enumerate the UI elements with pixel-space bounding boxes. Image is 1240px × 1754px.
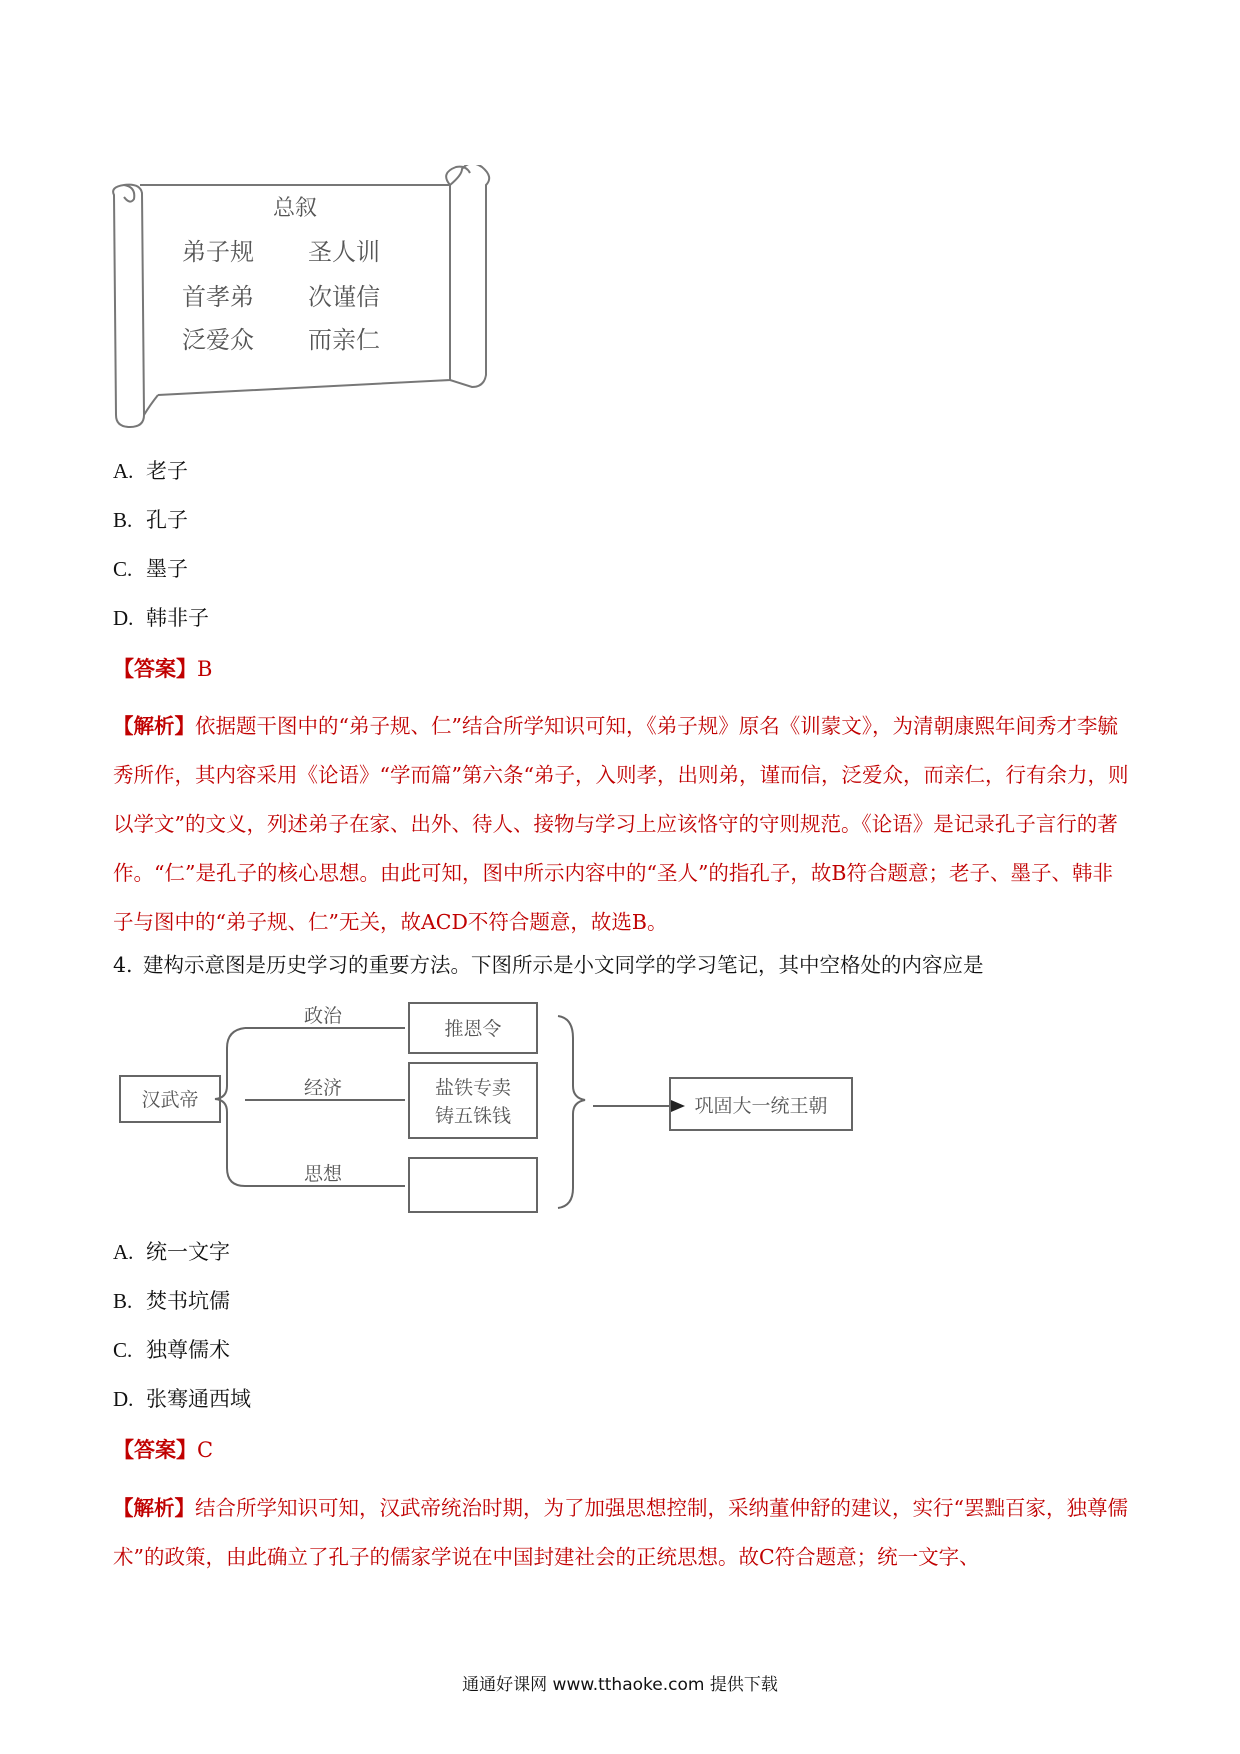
scroll-line-1-right: 圣人训 <box>308 238 380 266</box>
q4-option-c: C. 独尊儒术 <box>113 1338 230 1362</box>
q3-option-a: A. 老子 <box>113 459 188 483</box>
scroll-figure <box>110 165 495 435</box>
q3-option-c: C. 墨子 <box>113 557 188 581</box>
branch-label-economy: 经济 <box>303 1077 343 1099</box>
scroll-line-2-left: 首孝弟 <box>182 283 254 311</box>
scroll-line-3-left: 泛爱众 <box>182 326 254 354</box>
scroll-line-1-left: 弟子规 <box>182 238 254 266</box>
branch-label-thought: 思想 <box>303 1163 343 1185</box>
box-economy-text-2: 铸五铢钱 <box>434 1105 512 1127</box>
q4-stem: 4. 建构示意图是历史学习的重要方法。下图所示是小文同学的学习笔记，其中空格处的内容应是 <box>113 953 984 977</box>
q4-analysis: 【解析】结合所学知识可知，汉武帝统治时期，为了加强思想控制，采纳董仲舒的建议，实行“罢黜百家，独尊儒术”的政策，由此确立了孔子的儒家学说在中国封建社会的正统思想。故C符合题意；统一文字、 <box>113 1496 1128 1569</box>
diagram-left-label: 汉武帝 <box>141 1089 199 1111</box>
q4-option-b: B. 焚书坑儒 <box>113 1289 230 1313</box>
q3-answer: 【答案】B <box>113 656 213 681</box>
q4-option-a: A. 统一文字 <box>113 1240 230 1264</box>
page-footer: 通通好课网 www.tthaoke.com 提供下载 <box>462 1675 778 1695</box>
q3-analysis: 【解析】依据题干图中的“弟子规、仁”结合所学知识可知，《弟子规》原名《训蒙文》，为清朝康熙年间秀才李毓秀所作，其内容采用《论语》“学而篇”第六条“弟子，入则孝，出则弟，谨而信，泛爱众，而亲仁，行有余力，则以学文”的文义，列述弟子在家、出外、待人、接物与学习上应该恪守的守则规范。《论语》是记录孔子言行的著作。“仁”是孔子的核心思想。由此可知，图中所示内容中的“圣人”的指孔子，故B符合题意；老子、墨子、韩非子与图中的“弟子规、仁”无关，故ACD不符合题意，故选B。 <box>113 714 1129 934</box>
q3-option-b: B. 孔子 <box>113 508 188 532</box>
box-politics-text: 推恩令 <box>444 1018 502 1040</box>
q4-option-d: D. 张骞通西域 <box>113 1387 251 1411</box>
box-economy-text-1: 盐铁专卖 <box>434 1077 512 1099</box>
q4-answer: 【答案】C <box>113 1437 214 1462</box>
q4-diagram <box>115 998 875 1218</box>
result-box-text: 巩固大一统王朝 <box>694 1095 828 1117</box>
branch-label-politics: 政治 <box>303 1005 343 1027</box>
scroll-line-3-right: 而亲仁 <box>308 326 380 354</box>
q3-option-d: D. 韩非子 <box>113 606 209 630</box>
scroll-line-2-right: 次谨信 <box>308 283 380 311</box>
scroll-title: 总叙 <box>272 196 318 221</box>
